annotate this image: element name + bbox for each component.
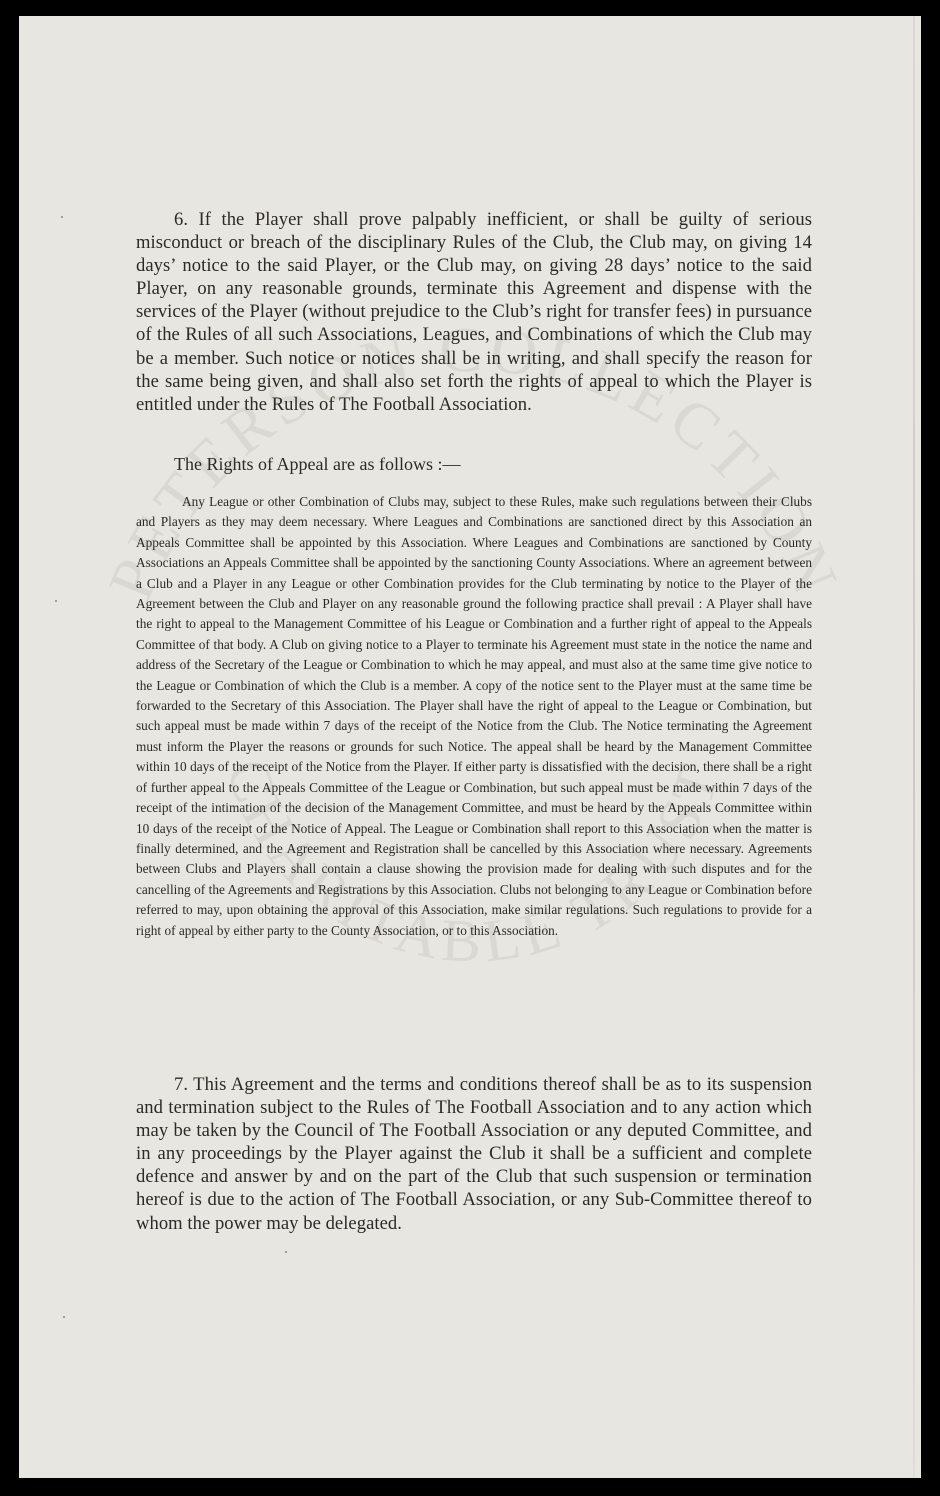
- clause-6-paragraph: 6. If the Player shall prove palpably inefficient, or shall be guilty of serious misconduct or breach of the disciplinary Rules of the Club, the Club may, on giving 14 days’ notice to the said Player, or the Club may, on giving 28 days’ notice to the said Player, on any reasonable grounds, terminate this Agreement and dispense with the services of the Player (without prejudice to the Club’s right for transfer fees) in pursuance of the Rules of all such Associations, Leagues, and Combinations of which the Club may be a member. Such notice or notices shall be in writing, and shall specify the reason for the same being given, and shall also set forth the rights of appeal to which the Player is entitled under the Rules of The Football Association.: [136, 209, 812, 415]
- paper-speck: [63, 1316, 65, 1318]
- paper-speck: [285, 1251, 287, 1253]
- watermark-line-1: PETERSON COLLECTION: [94, 313, 854, 610]
- paper-edge: [913, 16, 915, 1478]
- clause-7-paragraph: 7. This Agreement and the terms and conditions thereof shall be as to its suspension and termination subject to the Rules of The Football Association and to any action which may be taken by the Council of The Football Association or any deputed Committee, and in any proceedings by the Player against the Club it shall be a sufficient and complete defence and answer by and on the part of the Club that such suspension or termination hereof is due to the action of The Football Association, or any Sub-Committee thereof to whom the power may be delegated.: [136, 1074, 812, 1234]
- watermark-line-2: CHARITABLE TRUST: [213, 750, 735, 975]
- document-page: [19, 16, 921, 1478]
- paper-speck: [61, 216, 63, 218]
- rights-of-appeal-text: Any League or other Combination of Clubs may, subject to these Rules, make such regulations between their Clubs and Players as they may deem necessary. Where Leagues and Combinations are sanctioned direct by this Association an Appeals Committee shall be appointed by this Association. Where Leagues and Combinations are sanctioned by County Associations an Appeals Committee shall be appointed by the sanctioning County Associations. Where an agreement between a Club and a Player in any League or other Combination provides for the Club terminating by notice to the Player of the Agreement between the Club and Player on any reasonable ground the following practice shall prevail : A Player shall have the right to appeal to the Management Committee of his League or Combination and a further right of appeal to the Appeals Committee of that body. A Club on giving notice to a Player to terminate his Agreement must state in the notice the name and address of the Secretary of the League or Combination to which he may appeal, and must also at the same time give notice to the League or Combination of which the Club is a member. A copy of the notice sent to the Player must at the same time be forwarded to the Secretary of this Association. The Player shall have the right of appeal to the League or Combination, but such appeal must be made within 7 days of the receipt of the Notice from the Club. The Notice terminating the Agreement must inform the Player the reasons or grounds for such Notice. The appeal shall be heard by the Management Committee within 10 days of the receipt of the Notice from the Player. If either party is dissatisfied with the decision, there shall be a right of further appeal to the Appeals Committee of the League or Combination, but such appeal must be made within 7 days of the receipt of the intimation of the decision of the Management Committee, and must be heard by the Appeals Committee within 10 days of the receipt of the Notice of Appeal. The League or Combination shall report to this Association when the matter is finally determined, and the Agreement and Registration shall be cancelled by this Association where necessary. Agreements between Clubs and Players shall contain a clause showing the provision made for dealing with such disputes and for the cancelling of the Agreements and Registrations by this Association. Clubs not belonging to any League or Combination before referred to may, upon obtaining the approval of this Association, make similar regulations. Such regulations to provide for a right of appeal by either party to the County Association, or to this Association.: [136, 494, 812, 938]
- paper-speck: [55, 600, 57, 602]
- rights-of-appeal-heading: The Rights of Appeal are as follows :—: [174, 454, 461, 474]
